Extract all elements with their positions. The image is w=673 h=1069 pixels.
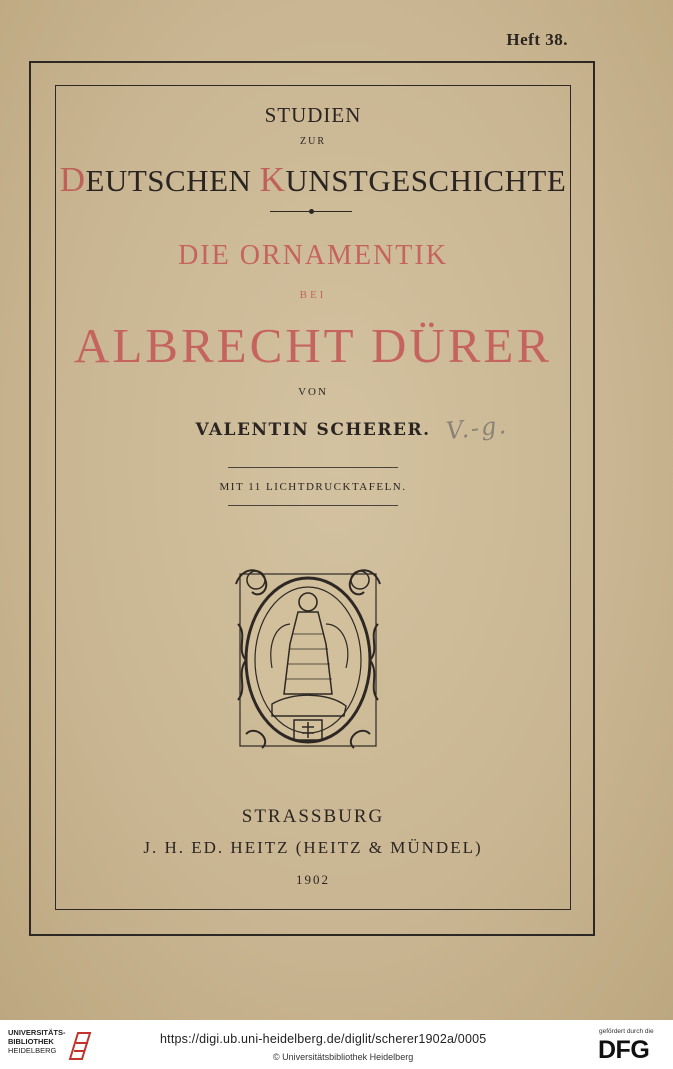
initial-k: K: [259, 160, 286, 199]
funding-note: gefördert durch die: [599, 1028, 654, 1035]
series-subtitle: [55, 160, 571, 200]
printer-emblem-icon: [232, 564, 384, 754]
series-word1: EUTSCHEN: [85, 163, 260, 198]
place-of-publication: STRASSBURG: [241, 806, 385, 827]
series-title: STUDIEN: [264, 103, 362, 127]
library-logo-icon[interactable]: [68, 1029, 92, 1061]
issue-number: Heft 38.: [506, 30, 568, 49]
author-name: VALENTIN SCHERER.: [195, 420, 431, 440]
initial-d: D: [59, 160, 86, 199]
series-zur: ZUR: [300, 136, 326, 147]
divider-dot: [309, 209, 314, 214]
copyright-notice: © Universitätsbibliothek Heidelberg: [273, 1052, 414, 1062]
by-label: VON: [298, 386, 328, 398]
publication-year: 1902: [296, 872, 330, 887]
viewer-footer: [0, 1020, 673, 1069]
book-title-line1: DIE ORNAMENTIK: [178, 240, 448, 271]
book-title-bei: BEI: [299, 289, 327, 301]
publisher: J. H. ED. HEITZ (HEITZ & MÜNDEL): [143, 838, 483, 857]
dfg-logo[interactable]: DFG: [598, 1036, 650, 1064]
plates-rule-top: [228, 467, 398, 468]
permalink-url[interactable]: https://digi.ub.uni-heidelberg.de/diglit/scherer1902a/0005: [160, 1032, 487, 1046]
plates-rule-bottom: [228, 505, 398, 506]
handwritten-annotation: V.-g.: [444, 410, 510, 446]
plates-note: MIT 11 LICHTDRUCKTAFELN.: [219, 481, 407, 493]
library-logo-text[interactable]: [8, 1028, 66, 1055]
series-word2: UNSTGESCHICHTE: [285, 163, 567, 198]
book-title-main: ALBRECHT DÜRER: [73, 318, 553, 373]
library-line2: BIBLIOTHEK: [8, 1037, 54, 1046]
library-line3: HEIDELBERG: [8, 1046, 57, 1055]
library-line1: UNIVERSITÄTS-: [8, 1028, 66, 1037]
